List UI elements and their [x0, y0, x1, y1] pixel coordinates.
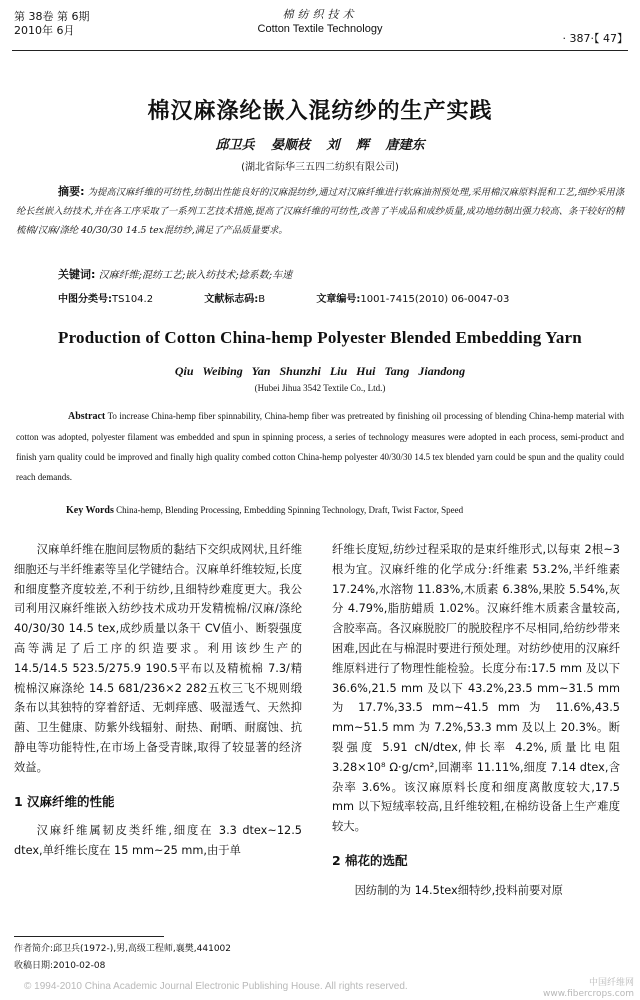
abstract-cn: [16, 182, 624, 240]
clc-label: 中图分类号:: [58, 294, 112, 305]
keywords-cn-label: 关键词:: [58, 268, 96, 281]
journal-name-cn: 棉纺织技术: [282, 8, 358, 21]
abstract-en-label: Abstract: [68, 411, 106, 422]
abstract-cn-label: 摘要:: [58, 185, 85, 198]
abstract-en: [16, 406, 624, 487]
classification-info: [58, 290, 557, 305]
affiliation-cn: (湖北省际华三五四二纺织有限公司): [241, 162, 399, 173]
header-rule: [12, 50, 628, 51]
affiliation-en: (Hubei Jihua 3542 Textile Co., Ltd.): [254, 383, 386, 393]
received-date: 收稿日期:2010-02-08: [14, 961, 106, 971]
section-heading-1: 1 汉麻纤维的性能: [14, 793, 115, 809]
volume-issue: 第 38卷 第 6期: [14, 10, 90, 23]
site-watermark: [543, 978, 634, 1000]
body-column-left: [14, 540, 302, 861]
title-cn: 棉汉麻涤纶嵌入混纺纱的生产实践: [147, 99, 493, 124]
keywords-cn-text: 汉麻纤维;混纺工艺;嵌入纺技术;捻系数;车速: [98, 270, 293, 281]
footnote: [14, 941, 231, 975]
watermark-line-2: www.fibercrops.com: [543, 989, 634, 999]
section-heading-2: 2 棉花的选配: [332, 852, 408, 868]
keywords-en-label: Key Words: [66, 505, 114, 516]
abstract-en-text: To increase China-hemp fiber spinnability, China-hemp fiber was pretreated by finishing oil processing of blending China-hemp material with cotton was adopted, polyester filament was embedded and spun in spinning process, a series of technology measures were adopted in each process, semi-product and finish yarn quality could be improved and finally high quality combed cotton China-hemp polyester 40/30/30 14.5 tex blended yarn could be spun and the quality could reach demands.: [16, 411, 624, 482]
doc-code-label: 文献标志码:: [204, 294, 259, 305]
section-2-paragraph: 因纺制的为 14.5tex细特纱,投料前要对原: [354, 883, 563, 897]
page-number: · 387·【 47】: [562, 32, 628, 45]
keywords-en: [66, 505, 463, 516]
intro-paragraph: 汉麻单纤维在胞间层物质的黏结下交织成网状,且纤维细胞还与半纤维素等呈化学键结合。汉麻单纤维较短,长度和细度整齐度较差,不利于纺纱,且细特纱难度更大。我公司利用汉麻纤维嵌入纺纱技术成功开发精梳棉/汉麻/涤纶 40/30/30 14.5 tex,成纱质量以条干 CV值小、断裂强度高等满足了后工序的织造要求。利用该纱生产的 14.5/14.5 523.5/275.9 190.5平布以及精梳棉 7.3/精梳棉汉麻涤纶 14.5 681/236×2 282五枚三飞不规则缎条布以其独特的穿着舒适、无刺痒感、吸湿透气、天然抑菌、卫生健康、防紫外线辐射、耐热、耐晒、耐腐蚀、抗静电等功能特性,在市场上备受青睐,取得了较显著的经济效益。: [14, 543, 302, 774]
clc-value: TS104.2: [112, 294, 154, 305]
footnote-rule: [14, 936, 164, 937]
section-1-paragraph: 汉麻纤维属韧皮类纤维,细度在 3.3 dtex~12.5 dtex,单纤维长度在 15 mm~25 mm,由于单: [14, 824, 302, 858]
journal-name-en: Cotton Textile Technology: [257, 23, 383, 35]
keywords-en-text: China-hemp, Blending Processing, Embedding Spinning Technology, Draft, Twist Factor, Speed: [116, 505, 464, 515]
article-no-value: 1001-7415(2010) 06-0047-03: [360, 294, 510, 305]
fiber-properties-paragraph: 纤维长度短,纺纱过程采取的是束纤维形式,以每束 2根~3根为宜。汉麻纤维的化学成分:纤维素 53.2%,半纤维素 17.24%,水溶物 11.83%,木质素 6.38%,果胶 5.54%,灰分 4.79%,脂肪蜡质 1.02%。汉麻纤维木质素含量较高,含胶率高。各汉麻脱胶厂的脱胶程序不尽相同,给纺纱带来困难,因此在与棉混时要进行预处理。对纺纱使用的汉麻纤维原料进行了物理性能检验。长度分布:17.5 mm 及以下 36.6%,21.5 mm 及以下 43.2%,23.5 mm~31.5 mm 为 17.7%,33.5 mm~41.5 mm 为 11.6%,43.5 mm~51.5 mm 为 7.2%,53.3 mm 及以上 20.3%。断裂强度 5.91 cN/dtex,伸长率 4.2%,质量比电阻 3.28×10⁸ Ω·g/cm²,回潮率 11.11%,细度 7.14 dtex,含杂率 3.6%。该汉麻原料长度和细度离散度较大,17.5 mm 以下短绒率较高,且纤维较粗,在棉纺设备上生产难度较大。: [332, 543, 620, 834]
body-column-right: [332, 540, 620, 901]
title-en: Production of Cotton China-hemp Polyester Blended Embedding Yarn: [58, 328, 582, 347]
watermark-line-1: 中国纤维网: [588, 978, 634, 988]
journal-name: [0, 8, 640, 36]
author-bio: 作者简介:邱卫兵(1972-),男,高级工程师,襄樊,441002: [14, 944, 232, 954]
doc-code-value: B: [258, 294, 266, 305]
abstract-cn-text: 为提高汉麻纤维的可纺性,纺制出性能良好的汉麻混纺纱,通过对汉麻纤维进行软麻油剂预处理,采用棉汉麻原料混和工艺,细纱采用涤纶长丝嵌入纺技术,并在各工序采取了一系列工艺技术措施,提高了汉麻纤维的可纺性,改善了半成品和成纱质量,成功地纺制出强力较高、条干较好的精梳棉/汉麻/涤纶 40/30/30 14.5 tex混纺纱,满足了产品质量要求。: [16, 187, 624, 236]
keywords-cn: [58, 266, 292, 282]
authors-en: Qiu Weibing Yan Shunzhi Liu Hui Tang Jiandong: [174, 364, 466, 378]
issue-date: 2010年 6月: [14, 24, 75, 37]
authors-cn: 邱卫兵 晏顺枝 刘 辉 唐建东: [215, 138, 425, 153]
copyright-notice: © 1994-2010 China Academic Journal Electronic Publishing House. All rights reserved.: [24, 981, 408, 992]
article-no-label: 文章编号:: [316, 294, 361, 305]
